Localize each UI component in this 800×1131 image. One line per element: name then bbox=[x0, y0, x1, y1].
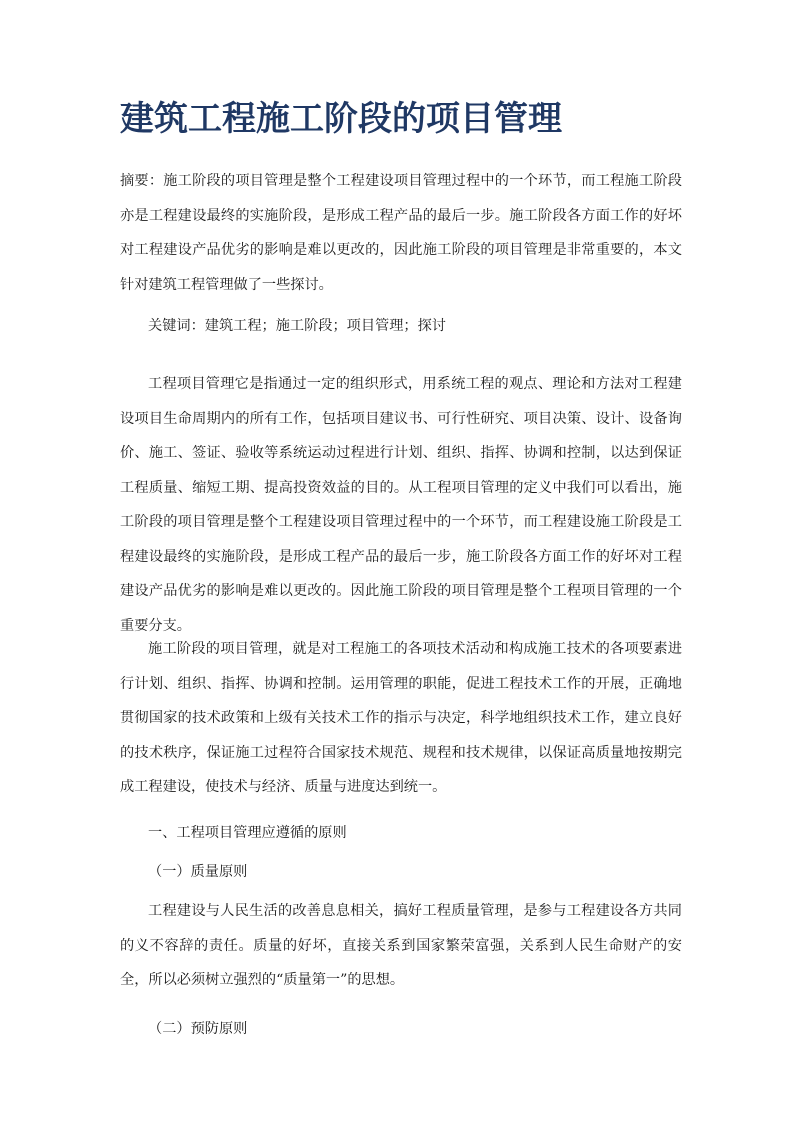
subheading-prevention-principle: （二）预防原则 bbox=[148, 1021, 248, 1037]
body-paragraph-2: 施工阶段的项目管理，就是对工程施工的各项技术活动和构成施工技术的各项要素进行计划、组织、指挥、协调和控制。运用管理的职能，促进工程技术工作的开展，正确地贯彻国家的技术政策和上级有关技术工作的指示与决定，科学地组织技术工作，建立良好的技术秩序，保证施工过程符合国家技术规范、规程和技术规律，以保证高质量地按期完成工程建设，使技术与经济、质量与进度达到统一。 bbox=[120, 641, 682, 795]
section-heading-principles: 一、工程项目管理应遵循的原则 bbox=[148, 825, 347, 841]
document-title: 建筑工程施工阶段的项目管理 bbox=[120, 99, 562, 139]
subheading-quality-principle: （一）质量原则 bbox=[148, 864, 248, 880]
body-paragraph-1: 工程项目管理它是指通过一定的组织形式，用系统工程的观点、理论和方法对工程建设项目生命周期内的所有工作，包括项目建议书、可行性研究、项目决策、设计、设备询价、施工、签证、验收等系统运动过程进行计划、组织、指挥、协调和控制，以达到保证工程质量、缩短工期、提高投资效益的目的。从工程项目管理的定义中我们可以看出，施工阶段的项目管理是整个工程建设项目管理过程中的一个环节，而工程建设施工阶段是工程建设最终的实施阶段，是形成工程产品的最后一步，施工阶段各方面工作的好坏对工程建设产品优劣的影响是难以更改的。因此施工阶段的项目管理是整个工程项目管理的一个重要分支。 bbox=[120, 376, 682, 634]
keywords-line: 关键词：建筑工程；施工阶段；项目管理；探讨 bbox=[148, 318, 446, 334]
abstract-paragraph: 摘要：施工阶段的项目管理是整个工程建设项目管理过程中的一个环节，而工程施工阶段亦是工程建设最终的实施阶段，是形成工程产品的最后一步。施工阶段各方面工作的好坏对工程建设产品优劣的影响是难以更改的，因此施工阶段的项目管理是非常重要的，本文针对建筑工程管理做了一些探讨。 bbox=[120, 173, 682, 293]
body-paragraph-3: 工程建设与人民生活的改善息息相关，搞好工程质量管理，是参与工程建设各方共同的义不容辞的责任。质量的好坏，直接关系到国家繁荣富强，关系到人民生命财产的安全，所以必须树立强烈的“质量第一”的思想。 bbox=[120, 903, 682, 988]
